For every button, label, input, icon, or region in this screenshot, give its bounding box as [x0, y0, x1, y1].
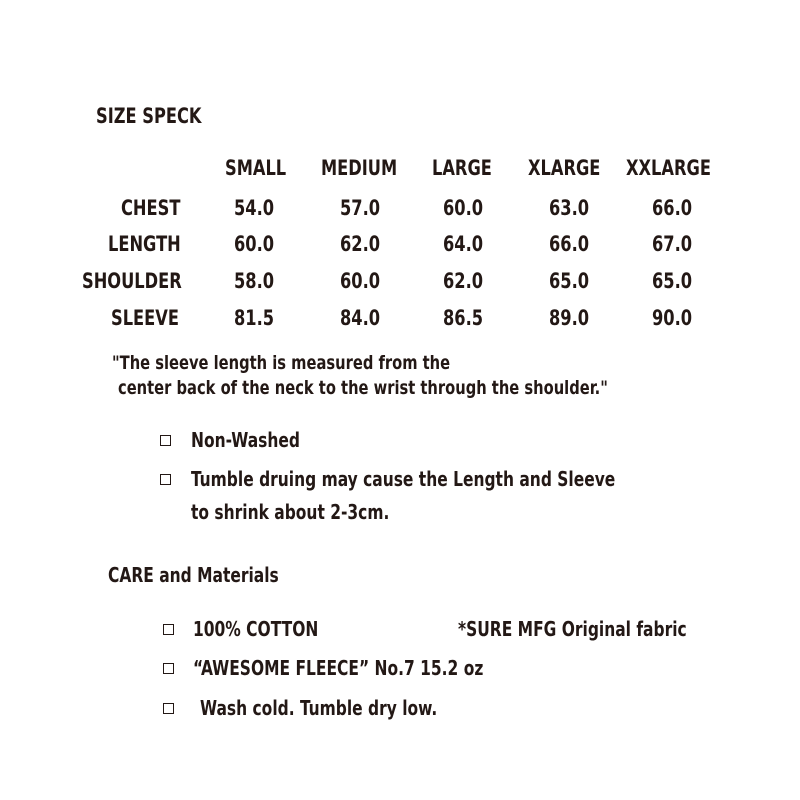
- table-cell: 65.0: [549, 269, 590, 293]
- table-cell: 63.0: [549, 196, 590, 220]
- table-cell: 84.0: [340, 306, 381, 330]
- table-cell: 62.0: [340, 232, 381, 256]
- care-item-fabric-note: *SURE MFG Original fabric: [458, 617, 687, 641]
- column-header-large: LARGE: [432, 156, 492, 180]
- table-cell: 66.0: [652, 196, 693, 220]
- care-heading: CARE and Materials: [108, 563, 279, 587]
- column-header-xlarge: XLARGE: [528, 156, 601, 180]
- table-cell: 58.0: [234, 269, 275, 293]
- table-cell: 65.0: [652, 269, 693, 293]
- checkbox-icon: [163, 663, 174, 674]
- column-header-medium: MEDIUM: [321, 156, 398, 180]
- row-label-sleeve: SLEEVE: [111, 306, 179, 330]
- column-header-small: SMALL: [225, 156, 287, 180]
- table-cell: 57.0: [340, 196, 381, 220]
- sleeve-note-line1: "The sleeve length is measured from the: [112, 352, 451, 374]
- table-cell: 66.0: [549, 232, 590, 256]
- checkbox-icon: [163, 703, 174, 714]
- wash-note-shrink-line1: Tumble druing may cause the Length and Sleeve: [191, 467, 616, 491]
- sleeve-note-line2: center back of the neck to the wrist through the shoulder.": [118, 377, 608, 399]
- care-item-fleece: “AWESOME FLEECE” No.7 15.2 oz: [193, 656, 484, 680]
- row-label-shoulder: SHOULDER: [82, 269, 182, 293]
- page-title: SIZE SPECK: [96, 104, 202, 128]
- table-cell: 89.0: [549, 306, 590, 330]
- checkbox-icon: [160, 474, 171, 485]
- wash-note-non-washed: Non-Washed: [191, 428, 300, 452]
- checkbox-icon: [163, 624, 174, 635]
- wash-note-shrink-line2: to shrink about 2-3cm.: [191, 500, 390, 524]
- table-cell: 60.0: [234, 232, 275, 256]
- care-item-cotton: 100% COTTON: [193, 617, 319, 641]
- table-cell: 60.0: [340, 269, 381, 293]
- table-cell: 90.0: [652, 306, 693, 330]
- table-cell: 54.0: [234, 196, 275, 220]
- table-cell: 60.0: [443, 196, 484, 220]
- row-label-chest: CHEST: [121, 196, 181, 220]
- column-header-xxlarge: XXLARGE: [626, 156, 711, 180]
- table-cell: 62.0: [443, 269, 484, 293]
- row-label-length: LENGTH: [108, 232, 181, 256]
- table-cell: 81.5: [234, 306, 275, 330]
- table-cell: 67.0: [652, 232, 693, 256]
- table-cell: 64.0: [443, 232, 484, 256]
- checkbox-icon: [160, 435, 171, 446]
- table-cell: 86.5: [443, 306, 484, 330]
- care-item-wash: Wash cold. Tumble dry low.: [200, 696, 438, 720]
